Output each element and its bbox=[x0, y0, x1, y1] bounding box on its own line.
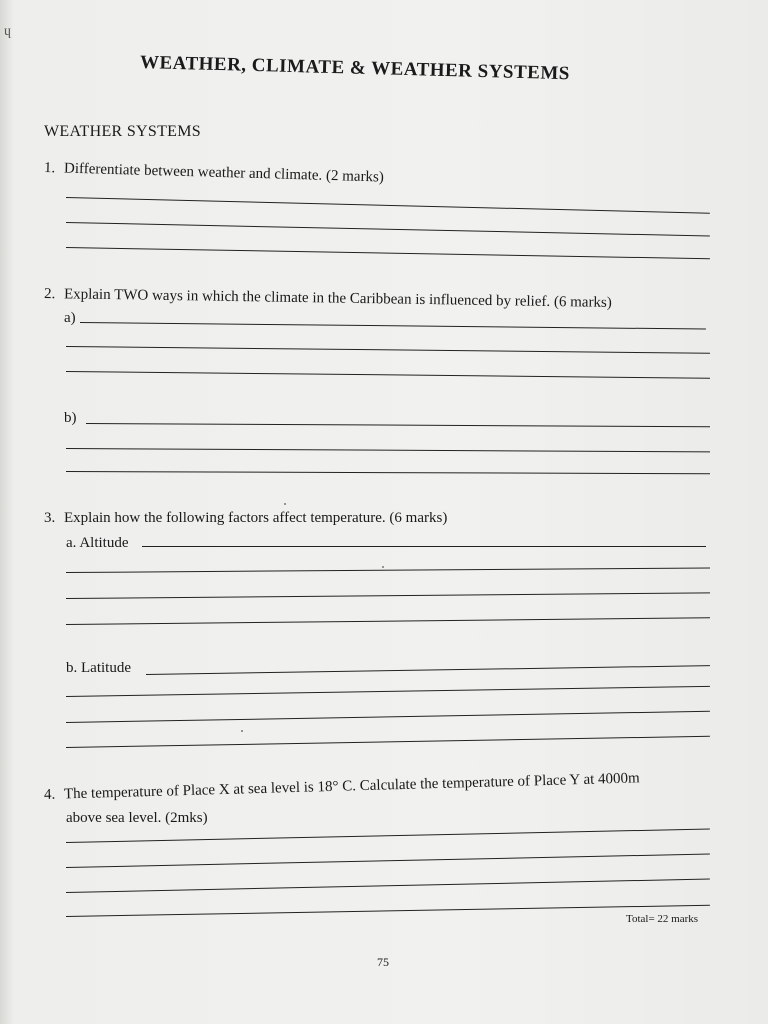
section-heading: WEATHER SYSTEMS bbox=[44, 123, 201, 140]
page-number: 75 bbox=[377, 955, 389, 969]
answer-line bbox=[142, 546, 706, 547]
part-a-label: a. Altitude bbox=[66, 535, 129, 551]
answer-line bbox=[66, 222, 710, 236]
question-number: 1. bbox=[43, 160, 56, 177]
answer-line bbox=[66, 247, 710, 259]
question-text: Differentiate between weather and climate. (2 marks) bbox=[63, 160, 385, 186]
answer-line bbox=[66, 371, 710, 379]
question-text: Explain TWO ways in which the climate in the Caribbean is influenced by relief. (6 marks) bbox=[63, 286, 612, 311]
part-a-label: a) bbox=[64, 310, 76, 326]
paper-speck bbox=[382, 566, 384, 568]
question-number: 3. bbox=[44, 510, 56, 526]
paper-speck bbox=[241, 730, 243, 732]
question-3 bbox=[44, 510, 447, 527]
answer-line bbox=[66, 448, 710, 452]
question-text: Explain how the following factors affect temperature. (6 marks) bbox=[64, 510, 448, 526]
question-4 bbox=[44, 770, 640, 804]
question-2 bbox=[44, 286, 612, 312]
answer-line bbox=[66, 346, 710, 354]
answer-line bbox=[66, 736, 710, 748]
answer-line bbox=[66, 854, 710, 868]
question-number: 4. bbox=[43, 786, 56, 803]
answer-line bbox=[66, 829, 710, 843]
page-title: WEATHER, CLIMATE & WEATHER SYSTEMS bbox=[139, 52, 571, 85]
answer-line bbox=[66, 197, 710, 214]
question-1 bbox=[44, 160, 384, 186]
answer-line bbox=[66, 617, 710, 625]
answer-line bbox=[80, 322, 706, 330]
answer-line bbox=[66, 686, 710, 697]
answer-line bbox=[146, 665, 710, 675]
answer-line bbox=[66, 471, 710, 474]
question-text: The temperature of Place X at sea level is 18° C. Calculate the temperature of Place Y at 4000m bbox=[63, 770, 640, 803]
question-4-continued: above sea level. (2mks) bbox=[66, 810, 208, 826]
answer-line bbox=[66, 905, 710, 917]
total-marks: Total= 22 marks bbox=[626, 913, 699, 925]
paper-speck bbox=[284, 503, 286, 505]
part-b-label: b. Latitude bbox=[66, 660, 131, 676]
question-number: 2. bbox=[43, 286, 56, 303]
answer-line bbox=[66, 879, 710, 893]
answer-line bbox=[66, 592, 710, 599]
part-b-label: b) bbox=[64, 410, 77, 426]
answer-line bbox=[86, 423, 710, 427]
margin-mark: ɥ bbox=[4, 24, 11, 39]
answer-line bbox=[66, 711, 710, 723]
answer-line bbox=[66, 568, 710, 573]
